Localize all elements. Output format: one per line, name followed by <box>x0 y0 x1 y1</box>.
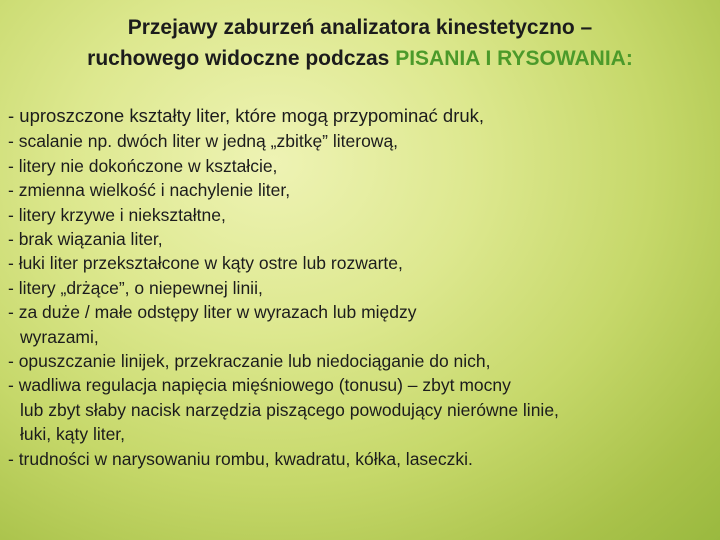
list-item-continuation: łuki, kąty liter, <box>20 424 126 445</box>
list-item <box>8 349 713 373</box>
list-item <box>8 300 713 349</box>
list-item-text: - litery „drżące”, o niepewnej linii, <box>8 277 263 298</box>
list-item <box>8 104 713 128</box>
list-item-text: - brak wiązania liter, <box>8 229 163 250</box>
list-item <box>8 178 713 202</box>
title-accent: PISANIA I RYSOWANIA: <box>395 47 633 70</box>
list-item-text: - wadliwa regulacja napięcia mięśniowego (tonusu) – zbyt mocny <box>8 375 511 396</box>
list-item <box>8 227 713 251</box>
list-item <box>8 251 713 275</box>
list-item-text: - łuki liter przekształcone w kąty ostre lub rozwarte, <box>8 253 403 274</box>
list-item-text: - zmienna wielkość i nachylenie liter, <box>8 180 291 201</box>
list-item <box>8 373 713 446</box>
list-item <box>8 129 713 153</box>
list-item-text: - scalanie np. dwóch liter w jedną „zbitkę” literową, <box>8 131 399 152</box>
list-item-text: - za duże / małe odstępy liter w wyrazach lub między <box>8 302 417 323</box>
list-item-continuation: lub zbyt słaby nacisk narzędzia piszącego powodujący nierówne linie, <box>20 399 559 420</box>
slide-title <box>0 12 720 74</box>
list-item-text: - opuszczanie linijek, przekraczanie lub niedociąganie do nich, <box>8 351 491 372</box>
list-item <box>8 276 713 300</box>
list-item-text: - trudności w narysowaniu rombu, kwadratu, kółka, laseczki. <box>8 448 473 469</box>
symptom-list <box>8 104 713 471</box>
list-item <box>8 203 713 227</box>
list-item-text: - uproszczone kształty liter, które mogą przypominać druk, <box>8 105 485 126</box>
title-line-2-text: ruchowego widoczne podczas <box>87 47 396 70</box>
list-item-continuation: wyrazami, <box>20 326 99 347</box>
title-line-2 <box>0 43 720 74</box>
list-item <box>8 154 713 178</box>
list-item <box>8 447 713 471</box>
list-item-text: - litery nie dokończone w kształcie, <box>8 155 278 176</box>
title-line-1: Przejawy zaburzeń analizatora kinestetyczno – <box>127 16 593 39</box>
list-item-text: - litery krzywe i niekształtne, <box>8 204 226 225</box>
